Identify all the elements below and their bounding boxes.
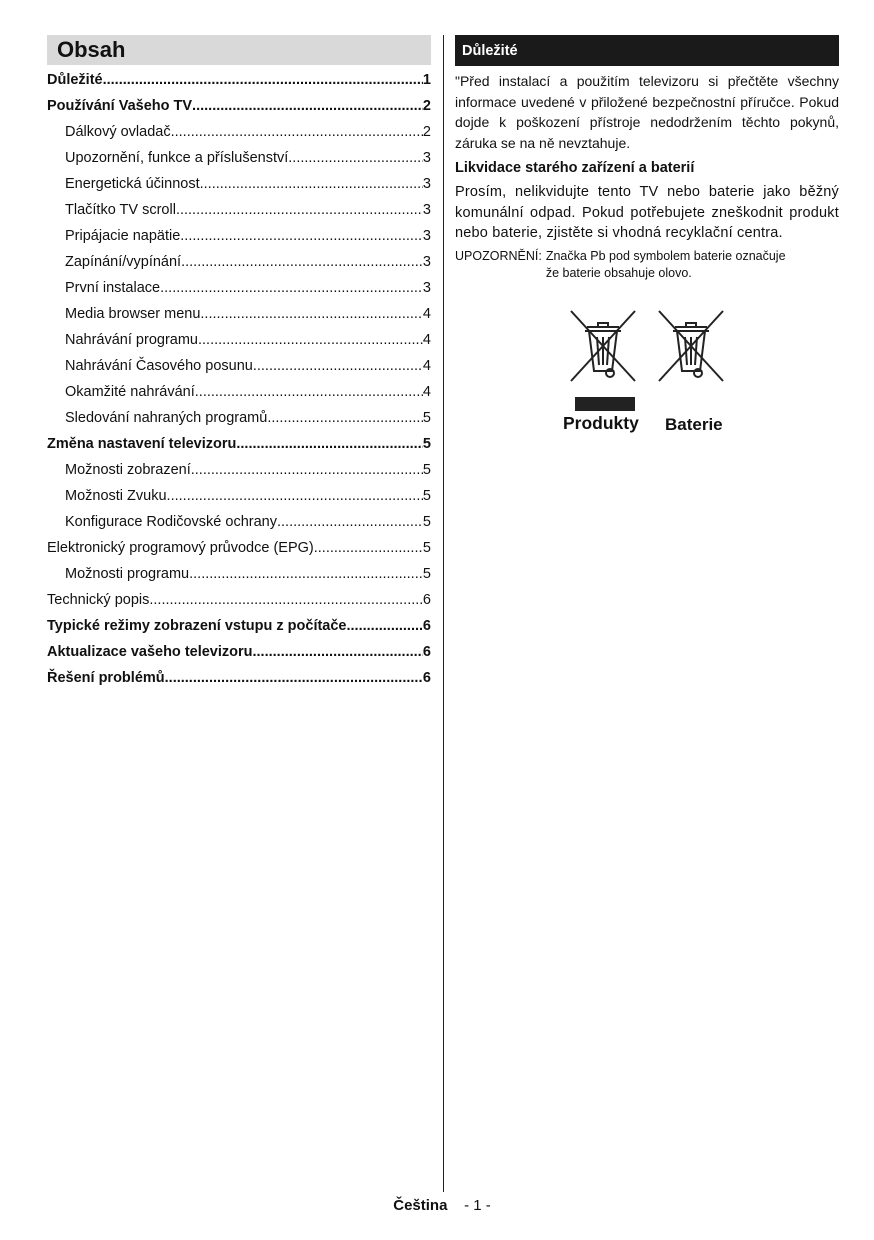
toc-entry-title: Technický popis [47,592,150,608]
toc-entry[interactable] [47,405,431,431]
toc-entry[interactable] [47,379,431,405]
toc-entry-page: 5 [422,514,431,530]
column-divider [443,35,444,1192]
toc-entry[interactable] [47,509,431,535]
toc-entry[interactable] [47,275,431,301]
toc-leader-dots [200,171,423,197]
toc-entry-title: Řešení problémů [47,670,165,686]
toc-entry-page: 6 [422,670,431,686]
toc-entry[interactable] [47,639,431,665]
toc-entry[interactable] [47,431,431,457]
toc-entry-title: Energetická účinnost [65,176,200,192]
toc-entry-title: Zapínání/vypínání [65,254,182,270]
toc-entry-title: Tlačítko TV scroll [65,202,176,218]
toc-entry-page: 5 [422,410,431,426]
toc-entry-page: 1 [422,72,431,88]
toc-entry[interactable] [47,483,431,509]
toc-leader-dots [149,587,423,613]
lead-warning [455,248,839,282]
table-of-contents [47,35,431,691]
toc-entry-title: Sledování nahraných programů [65,410,268,426]
toc-entry-page: 3 [422,202,431,218]
page-footer [0,1195,874,1217]
toc-entry-page: 6 [422,618,431,634]
toc-entry-page: 4 [422,332,431,348]
disposal-paragraph: Prosím, nelikvidujte tento TV nebo baterie jako běžný komunální odpad. Pokud potřebujete zneškodnit produkt nebo baterie, zjistěte si vhodná recyklační centra. [455,184,839,241]
toc-entry-page: 3 [422,150,431,166]
toc-leader-dots [198,327,423,353]
toc-entry[interactable] [47,457,431,483]
toc-entry[interactable] [47,119,431,145]
toc-leader-dots [347,613,423,639]
toc-entry-page: 5 [422,436,431,452]
toc-entry-title: Konfigurace Rodičovské ochrany [65,514,277,530]
toc-entry-page: 4 [422,306,431,322]
toc-entry-page: 2 [422,98,431,114]
toc-entry-page: 5 [422,488,431,504]
intro-paragraph: "Před instalací a použitím televizoru si přečtěte všechny informace uvedené v přiložené bezpečnostní příručce. Pokud dojde k poškození přístroje nedodržením těchto pokynů, záruka se na ně nevztahuje. [455,73,839,151]
toc-leader-dots [167,483,423,509]
toc-entry[interactable] [47,93,431,119]
crossed-bin-icon [563,305,643,385]
products-label: Produkty [563,413,639,433]
batteries-label: Baterie [665,415,723,434]
crossed-bin-icon [651,305,731,385]
toc-entry-page: 2 [422,124,431,140]
toc-entry-page: 4 [422,384,431,400]
disposal-symbols [563,305,743,445]
important-section [455,35,839,434]
toc-leader-dots [171,119,423,145]
warning-line-1: Značka Pb pod symbolem baterie označuje [545,248,786,263]
toc-leader-dots [191,457,423,483]
toc-entry-page: 5 [422,566,431,582]
toc-entry-title: Okamžité nahrávání [65,384,195,400]
toc-entry[interactable] [47,665,431,691]
toc-entry[interactable] [47,327,431,353]
toc-entry-title: Nahrávání Časového posunu [65,358,253,374]
toc-leader-dots [165,665,423,691]
toc-entry-page: 3 [422,176,431,192]
toc-entry[interactable] [47,67,431,93]
toc-entry[interactable] [47,197,431,223]
toc-leader-dots [253,639,423,665]
toc-leader-dots [277,509,423,535]
footer-page-number: - 1 - [464,1197,491,1214]
toc-leader-dots [267,405,423,431]
toc-entry-page: 6 [422,644,431,660]
toc-entry-page: 3 [422,228,431,244]
toc-entry[interactable] [47,171,431,197]
toc-entry-page: 6 [422,592,431,608]
toc-entry-title: Nahrávání programu [65,332,198,348]
toc-entry-title: Pripájacie napätie [65,228,181,244]
toc-entry-title: Media browser menu [65,306,201,322]
toc-entry[interactable] [47,587,431,613]
toc-entry-page: 5 [422,462,431,478]
toc-entry-title: Upozornění, funkce a příslušenství [65,150,289,166]
toc-entry-page: 4 [422,358,431,374]
disposal-heading: Likvidace starého zařízení a baterií [455,160,695,176]
toc-leader-dots [181,249,423,275]
toc-title: Obsah [47,35,431,65]
toc-entry-title: Možnosti zobrazení [65,462,191,478]
toc-leader-dots [236,431,423,457]
toc-entry-title: Změna nastavení televizoru [47,436,237,452]
toc-entry-title: Typické režimy zobrazení vstupu z počítače [47,618,347,634]
toc-entry[interactable] [47,561,431,587]
warning-line-2: že baterie obsahuje olovo. [545,265,692,280]
toc-entry[interactable] [47,145,431,171]
toc-entry[interactable] [47,613,431,639]
toc-entry[interactable] [47,353,431,379]
toc-entry-title: Elektronický programový průvodce (EPG) [47,540,314,556]
important-heading: Důležité [455,35,839,66]
toc-leader-dots [314,535,423,561]
toc-entry-title: Používání Vašeho TV [47,98,193,114]
toc-leader-dots [200,301,423,327]
crossed-bin-icon-products [563,305,643,385]
toc-entry-title: Možnosti Zvuku [65,488,167,504]
toc-leader-dots [253,353,423,379]
toc-leader-dots [192,93,423,119]
toc-entry-page: 3 [422,254,431,270]
toc-entry[interactable] [47,535,431,561]
toc-entry-title: Aktualizace vašeho televizoru [47,644,253,660]
toc-list [47,67,431,691]
toc-leader-dots [288,145,423,171]
toc-entry-page: 3 [422,280,431,296]
toc-entry-page: 5 [422,540,431,556]
toc-entry-title: Možnosti programu [65,566,190,582]
toc-leader-dots [189,561,423,587]
crossed-bin-icon-batteries [651,305,731,385]
products-bar [575,397,635,411]
toc-leader-dots [180,223,423,249]
toc-entry-title: Důležité [47,72,103,88]
toc-leader-dots [195,379,423,405]
toc-entry[interactable] [47,301,431,327]
toc-leader-dots [160,275,423,301]
toc-entry[interactable] [47,249,431,275]
toc-leader-dots [176,197,423,223]
warning-label: UPOZORNĚNÍ: [455,248,542,263]
toc-entry[interactable] [47,223,431,249]
toc-entry-title: Dálkový ovladač [65,124,171,140]
toc-entry-title: První instalace [65,280,161,296]
footer-language: Čeština [393,1197,448,1214]
toc-leader-dots [103,67,423,93]
